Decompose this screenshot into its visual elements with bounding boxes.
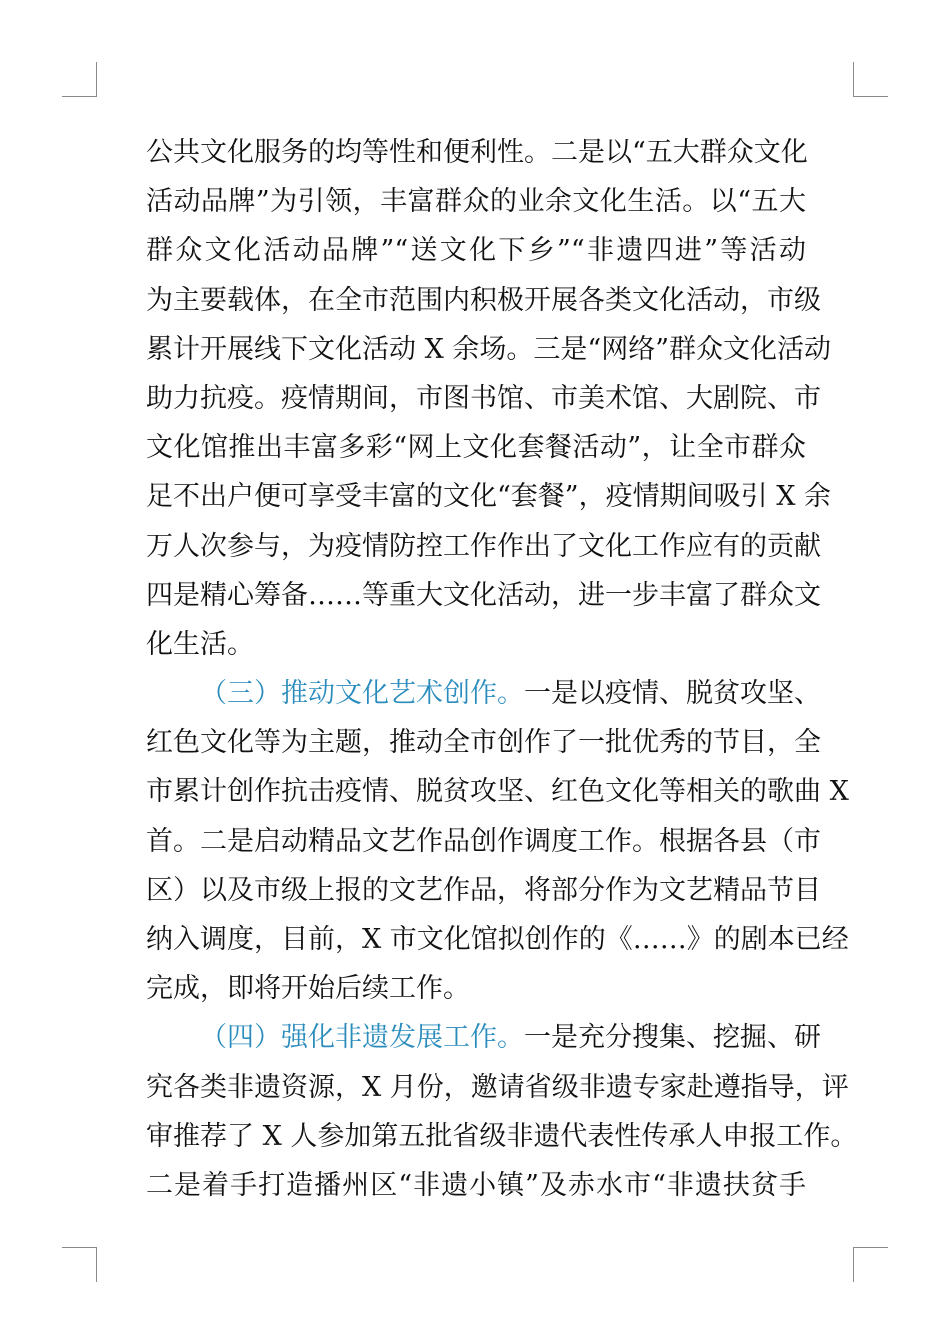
text-line: 市累计创作抗击疫情、脱贫攻坚、红色文化等相关的歌曲 X	[146, 776, 849, 808]
text-line: 首。二是启动精品文艺作品创作调度工作。根据各县（市	[146, 825, 821, 857]
section-lead-text: 一是以疫情、脱贫攻坚、	[524, 678, 821, 710]
text-line: 完成，即将开始后续工作。	[146, 973, 470, 1005]
crop-mark-top-left	[62, 62, 97, 97]
text-line: 化生活。	[146, 628, 254, 660]
text-line: 万人次参与，为疫情防控工作作出了文化工作应有的贡献	[146, 530, 821, 562]
section-heading: （三）推动文化艺术创作。	[200, 678, 524, 710]
section-first-line	[146, 669, 821, 718]
text-line: 审推荐了 X 人参加第五批省级非遗代表性传承人申报工作。	[146, 1120, 858, 1152]
section-four	[146, 1013, 858, 1210]
text-line: 四是精心筹备……等重大文化活动，进一步丰富了群众文	[146, 579, 821, 611]
text-line: 纳入调度，目前，X 市文化馆拟创作的《……》的剧本已经	[146, 924, 849, 955]
text-line: 群众文化活动品牌”“送文化下乡”“非遗四进”等活动	[146, 235, 806, 267]
text-line: 助力抗疫。疫情期间，市图书馆、市美术馆、大剧院、市	[146, 382, 821, 414]
text-line: 足不出户便可享受丰富的文化“套餐”，疫情期间吸引 X 余	[146, 481, 831, 513]
section-lead-text: 一是充分搜集、挖掘、研	[524, 1022, 821, 1054]
text-line: 文化馆推出丰富多彩“网上文化套餐活动”，让全市群众	[146, 432, 806, 464]
crop-mark-bottom-left	[62, 1247, 97, 1282]
section-heading: （四）强化非遗发展工作。	[200, 1022, 524, 1054]
text-line: 区）以及市级上报的文艺作品，将部分作为文艺精品节目	[146, 874, 821, 906]
section-three	[146, 669, 849, 1013]
text-line: 究各类非遗资源，X 月份，邀请省级非遗专家赴遵指导，评	[146, 1071, 849, 1103]
document-body	[146, 128, 858, 1210]
text-line: 累计开展线下文化活动 X 余场。三是“网络”群众文化活动	[146, 333, 831, 365]
text-line: 二是着手打造播州区“非遗小镇”及赤水市“非遗扶贫手	[146, 1169, 806, 1201]
text-line: 活动品牌”为引领，丰富群众的业余文化生活。以“五大	[146, 186, 806, 218]
crop-mark-top-right	[853, 62, 888, 97]
paragraph-continuation	[146, 128, 831, 669]
crop-mark-bottom-right	[853, 1247, 888, 1282]
section-first-line	[146, 1013, 821, 1062]
text-line: 为主要载体，在全市范围内积极开展各类文化活动，市级	[146, 284, 821, 316]
text-line: 公共文化服务的均等性和便利性。二是以“五大群众文化	[146, 137, 808, 168]
text-line: 红色文化等为主题，推动全市创作了一批优秀的节目，全	[146, 727, 821, 759]
